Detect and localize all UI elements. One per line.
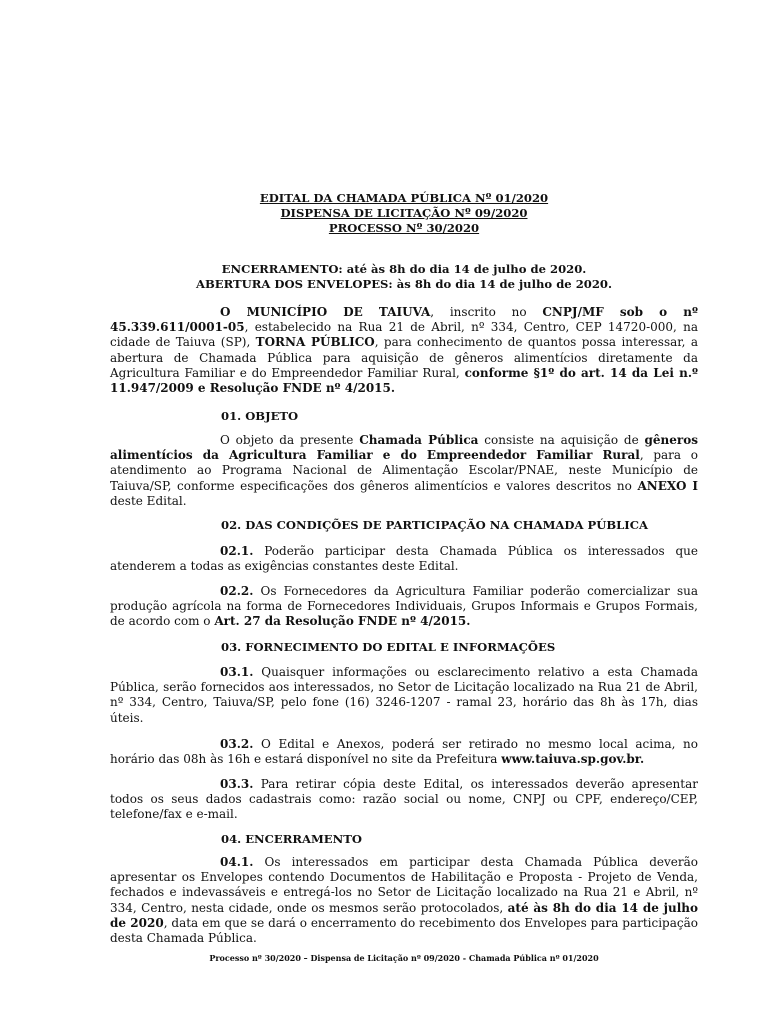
paragraph-03-3 [110, 777, 698, 823]
document-title [110, 191, 698, 236]
paragraph-03-2-number: 03.2. [220, 737, 254, 751]
paragraph-04-1-text-2: , data em que se dará o encerramento do recebimento dos Envelopes para participação desta Chamada Pública. [110, 915, 698, 946]
paragraph-04-1-text-1: Os interessados em participar desta Chamada Pública deverão apresentar os Envelopes contendo Documentos de Habilitação e Proposta - Projeto de Venda, fechados e indevassáveis e entregá-los no Setor de Licitação localizado na Rua 21 e Abril, nº 334, Centro, nesta cidade, onde os mesmos serão protocolados, [110, 855, 698, 915]
paragraph-04-1-bold-date: até às 8h do dia 14 de julho de 2020 [110, 900, 699, 930]
section-heading-encerramento: 04. ENCERRAMENTO [221, 832, 362, 846]
objeto-text-2: consiste na aquisição de [478, 433, 645, 447]
paragraph-03-3-text: Para retirar cópia deste Edital, os interessados deverão apresentar todos os seus dados cadastrais como: razão social ou nome, CNPJ ou CPF, endereço/CEP, telefone/fax e e-mail. [110, 777, 698, 822]
paragraph-02-1 [110, 544, 698, 574]
paragraph-03-1 [110, 665, 698, 726]
intro-bold-legal-basis: conforme §1º do art. 14 da Lei n.º 11.947/2009 e Resolução FNDE nº 4/2015. [110, 365, 699, 396]
objeto-text-3: , para o atendimento ao Programa Nacional de Alimentação Escolar/PNAE, neste Município de Taiuva/SP, conforme especificações dos gêneros alimentícios e valores descritos no [110, 448, 698, 493]
paragraph-03-2 [110, 737, 698, 767]
objeto-bold-anexo: ANEXO I [637, 478, 698, 493]
title-line-edital: EDITAL DA CHAMADA PÚBLICA Nº 01/2020 [259, 191, 549, 205]
objeto-bold-1: Chamada Pública [359, 433, 479, 447]
paragraph-04-1-number: 04.1. [220, 855, 254, 869]
deadline-abertura: ABERTURA DOS ENVELOPES: às 8h do dia 14 de julho de 2020. [195, 277, 613, 291]
objeto-text-1: O objeto da presente [220, 433, 360, 447]
paragraph-03-2-text: O Edital e Anexos, poderá ser retirado no mesmo local acima, no horário das 08h às 16h e estará disponível no site da Prefeitura [110, 737, 698, 767]
section-heading-objeto: 01. OBJETO [221, 409, 299, 423]
intro-text-1: , inscrito no [430, 305, 543, 319]
section-heading-condicoes: 02. DAS CONDIÇÕES DE PARTICIPAÇÃO NA CHAMADA PÚBLICA [221, 518, 648, 532]
paragraph-03-3-number: 03.3. [220, 777, 254, 791]
paragraph-02-2-text: Os Fornecedores da Agricultura Familiar poderão comercializar sua produção agrícola na forma de Fornecedores Individuais, Grupos Informais e Grupos Formais, de acordo com o [110, 584, 698, 629]
title-line-processo: PROCESSO Nº 30/2020 [328, 221, 480, 235]
deadline-block [110, 262, 698, 292]
intro-text-3: , para conhecimento de quantos possa interessar, a abertura de Chamada Pública para aquisição de gêneros alimentícios diretamente da Agricultura Familiar e do Empreendedor Familiar Rural, [110, 335, 699, 380]
paragraph-02-1-text: Poderão participar desta Chamada Pública os interessados que atenderem a todas as exigências constantes deste Edital. [110, 544, 698, 574]
intro-paragraph [110, 305, 698, 396]
paragraph-03-1-text: Quaisquer informações ou esclarecimento relativo a esta Chamada Pública, serão fornecidos aos interessados, no Setor de Licitação localizado na Rua 21 de Abril, nº 334, Centro, Taiuva/SP, pelo fone (16) 3246-1207 - ramal 23, horário das 8h às 17h, dias úteis. [110, 665, 698, 725]
intro-bold-torna-publico: TORNA PÚBLICO [255, 335, 375, 350]
objeto-paragraph [110, 433, 698, 509]
prefeitura-website-link[interactable]: www.taiuva.sp.gov.br. [501, 752, 645, 767]
page-footer: Processo nº 30/2020 – Dispensa de Licitação nº 09/2020 - Chamada Pública nº 01/2020 [209, 953, 599, 963]
paragraph-03-1-number: 03.1. [220, 665, 254, 679]
intro-text-2: , estabelecido na Rua 21 de Abril, nº 334, Centro, CEP 14720-000, na cidade de Taiuva (SP), [110, 320, 698, 350]
section-heading-fornecimento: 03. FORNECIMENTO DO EDITAL E INFORMAÇÕES [221, 640, 556, 654]
paragraph-02-2 [110, 584, 698, 630]
intro-bold-cnpj: CNPJ/MF sob o nº 45.339.611/0001-05 [110, 305, 698, 335]
deadline-encerramento: ENCERRAMENTO: até às 8h do dia 14 de julho de 2020. [221, 262, 587, 276]
intro-bold-municipio: O MUNICÍPIO DE TAIUVA [220, 305, 431, 319]
paragraph-02-1-number: 02.1. [220, 544, 254, 558]
objeto-text-4: deste Edital. [110, 493, 187, 508]
title-line-dispensa: DISPENSA DE LICITAÇÃO Nº 09/2020 [280, 206, 528, 220]
paragraph-04-1 [110, 855, 698, 946]
paragraph-02-2-number: 02.2. [220, 584, 254, 598]
paragraph-02-2-bold: Art. 27 da Resolução FNDE nº 4/2015. [214, 614, 471, 629]
objeto-bold-2: gêneros alimentícios da Agricultura Familiar e do Empreendedor Familiar Rural [110, 433, 698, 463]
